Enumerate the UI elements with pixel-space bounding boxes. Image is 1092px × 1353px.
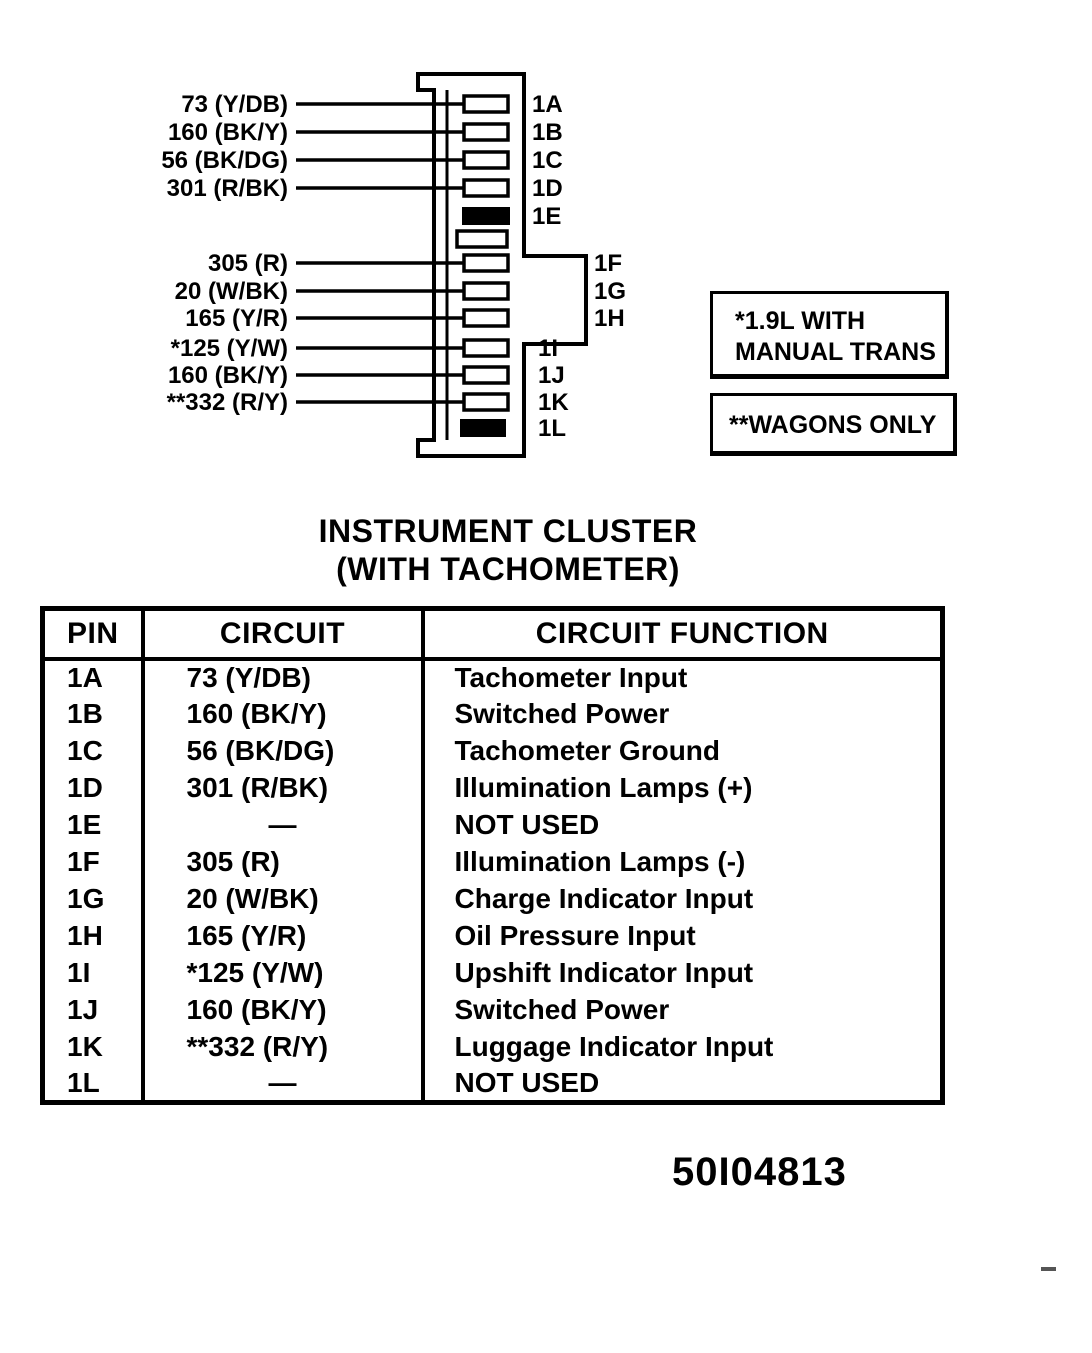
- pin-label: 1K: [538, 389, 569, 416]
- function-cell: Charge Indicator Input: [454, 883, 754, 914]
- wire-label: 305 (R): [207, 250, 288, 277]
- note-manual-trans: [710, 291, 949, 379]
- wire-label: 160 (BK/Y): [167, 119, 288, 146]
- header-circuit-function: CIRCUIT FUNCTION: [423, 609, 943, 659]
- pin-label: 1A: [532, 91, 563, 118]
- circuit-cell: 20 (W/BK): [143, 881, 423, 918]
- table-row: [43, 1029, 943, 1066]
- table-row: [43, 955, 943, 992]
- table-row: [43, 733, 943, 770]
- pin-cell: 1J: [67, 994, 99, 1025]
- blocked-pin-1l: [460, 419, 506, 437]
- circuit-cell: 301 (R/BK): [143, 770, 423, 807]
- pin-label: 1C: [532, 147, 563, 174]
- note-wagons-only: [710, 393, 957, 456]
- function-cell: NOT USED: [454, 1066, 600, 1098]
- pin-cell: 1C: [67, 735, 103, 766]
- pin-label: 1I: [538, 335, 559, 362]
- wire-label: 301 (R/BK): [166, 175, 288, 202]
- header-pin: PIN: [43, 609, 143, 659]
- wire-label: **332 (R/Y): [166, 389, 288, 416]
- header-circuit: CIRCUIT: [143, 609, 423, 659]
- wire-label: 165 (Y/R): [185, 305, 288, 332]
- circuit-cell: **332 (R/Y): [143, 1029, 423, 1066]
- table-row: [43, 659, 943, 696]
- connector-pin-cavities: [457, 96, 508, 410]
- pin-cell: 1F: [67, 846, 100, 877]
- pinout-table: [40, 606, 945, 1105]
- wire-lines: [296, 104, 464, 402]
- wire-labels: [161, 91, 288, 416]
- note-line: **WAGONS ONLY: [729, 411, 937, 439]
- diagram-title: [158, 512, 858, 588]
- wire-label: 160 (BK/Y): [167, 362, 288, 389]
- diagram-title-line1: INSTRUMENT CLUSTER: [318, 513, 698, 549]
- circuit-cell: *125 (Y/W): [143, 955, 423, 992]
- wire-label: *125 (Y/W): [170, 335, 288, 362]
- pin-cell: 1B: [67, 698, 103, 729]
- wire-label: 20 (W/BK): [174, 278, 288, 305]
- pin-label: 1E: [532, 203, 562, 230]
- function-cell: Illumination Lamps (-): [454, 846, 746, 877]
- pin-cell: 1H: [67, 920, 103, 951]
- table-row: [43, 807, 943, 844]
- wire-label: 56 (BK/DG): [161, 147, 288, 174]
- function-cell: Illumination Lamps (+): [454, 772, 753, 803]
- circuit-cell: 305 (R): [143, 844, 423, 881]
- pin-labels: [532, 91, 626, 442]
- pin-label: 1L: [538, 415, 567, 442]
- pin-label: 1J: [538, 362, 565, 389]
- table-row: [43, 770, 943, 807]
- table-header-row: [43, 609, 943, 659]
- pin-label: 1H: [594, 305, 625, 332]
- table-row: [43, 696, 943, 733]
- function-cell: Tachometer Ground: [454, 735, 721, 766]
- wire-label: 73 (Y/DB): [181, 91, 288, 118]
- function-cell: Switched Power: [454, 698, 670, 729]
- pin-cell: 1E: [67, 809, 102, 840]
- figure-number: 50I04813: [672, 1150, 847, 1194]
- circuit-cell: 73 (Y/DB): [143, 659, 423, 696]
- function-cell: Tachometer Input: [454, 662, 688, 693]
- note-line: MANUAL TRANS: [735, 338, 936, 366]
- pin-cell: 1K: [67, 1031, 103, 1062]
- pin-cell: 1A: [67, 662, 103, 693]
- blocked-pin-1e: [462, 207, 510, 225]
- scan-artifact: [1041, 1267, 1056, 1271]
- pin-label: 1F: [594, 250, 623, 277]
- pin-cell: 1D: [67, 772, 103, 803]
- pin-cell: 1I: [67, 957, 91, 988]
- diagram-title-line2: (WITH TACHOMETER): [336, 551, 680, 587]
- function-cell: Oil Pressure Input: [454, 920, 696, 951]
- pin-cell: 1L: [67, 1066, 100, 1098]
- circuit-cell: 165 (Y/R): [143, 918, 423, 955]
- table-row: [43, 918, 943, 955]
- function-cell: Upshift Indicator Input: [454, 957, 754, 988]
- circuit-cell: —: [143, 807, 423, 844]
- table-row: [43, 881, 943, 918]
- circuit-cell: —: [143, 1066, 423, 1103]
- function-cell: NOT USED: [454, 809, 600, 840]
- circuit-cell: 56 (BK/DG): [143, 733, 423, 770]
- table-row: [43, 844, 943, 881]
- pin-label: 1B: [532, 119, 563, 146]
- table-row: [43, 1066, 943, 1103]
- function-cell: Switched Power: [454, 994, 670, 1025]
- function-cell: Luggage Indicator Input: [454, 1031, 774, 1062]
- pin-cell: 1G: [67, 883, 105, 914]
- table-row: [43, 992, 943, 1029]
- circuit-cell: 160 (BK/Y): [143, 992, 423, 1029]
- note-line: *1.9L WITH: [735, 307, 866, 335]
- circuit-cell: 160 (BK/Y): [143, 696, 423, 733]
- pin-label: 1D: [532, 175, 563, 202]
- pin-label: 1G: [594, 278, 627, 305]
